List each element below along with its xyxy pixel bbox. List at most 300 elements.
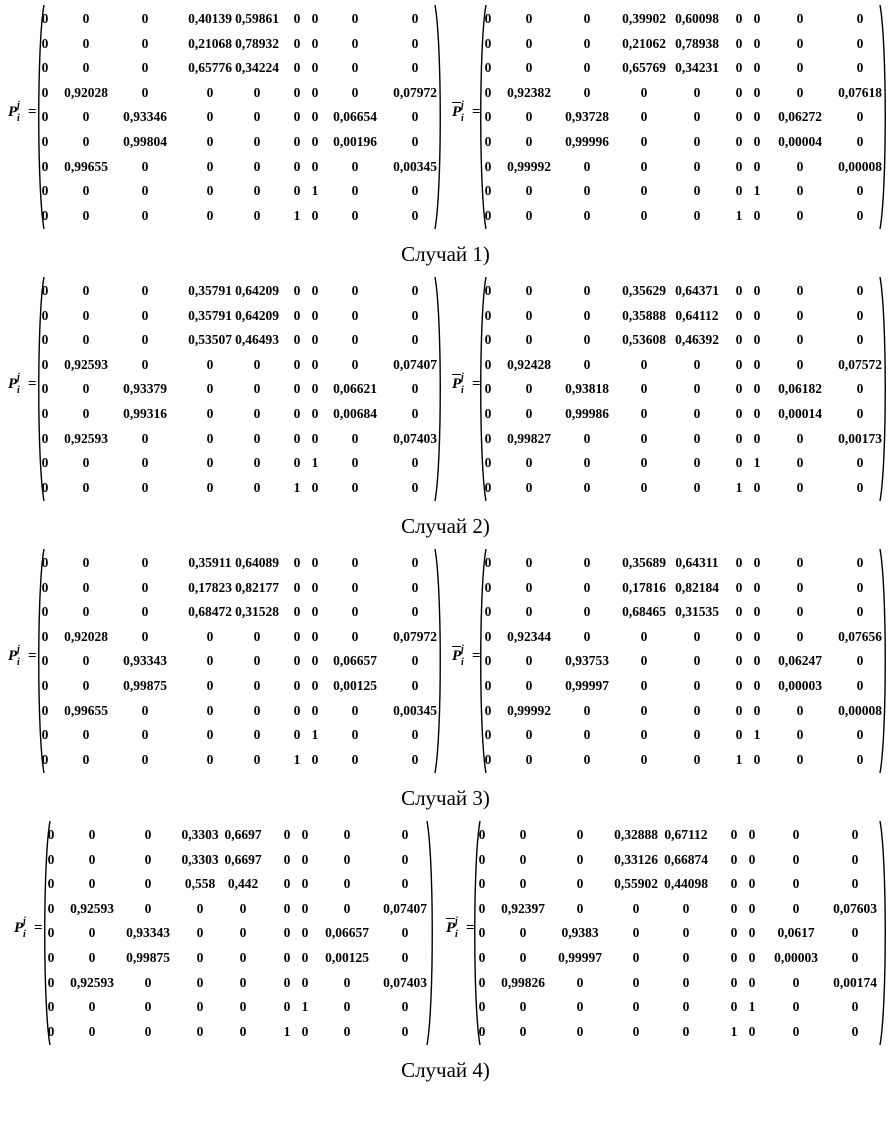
matrix-cell: 0	[525, 579, 533, 595]
matrix-cell: 0	[856, 283, 864, 298]
matrix-cell: 0	[411, 455, 419, 471]
matrix-cell: 0	[484, 356, 492, 372]
matrix-cell: 0	[196, 900, 204, 916]
matrix-cell: 0	[343, 900, 351, 916]
matrix-cell: 0	[239, 974, 247, 990]
matrix-cell: 0	[253, 406, 261, 421]
matrix-cell: 0	[730, 827, 738, 842]
matrix-cell: 0,33126	[614, 851, 658, 867]
matrix-cell: 0	[730, 950, 738, 965]
case-caption: Случай 3)	[401, 786, 490, 810]
matrix-cell: 0	[796, 283, 804, 298]
matrix-symbol: P	[8, 376, 18, 392]
matrix-cell: 0	[47, 950, 55, 965]
matrix-cell: 0	[311, 381, 319, 397]
matrix-cell: 0	[484, 455, 492, 471]
matrix-cell: 0	[411, 11, 419, 26]
matrix-cell: 0	[583, 356, 591, 372]
matrix-cell: 0	[253, 702, 261, 718]
matrix-cell: 0,66874	[664, 851, 708, 867]
matrix-cell: 0	[478, 974, 486, 990]
matrix-cell: 0,32888	[614, 827, 658, 842]
matrix-cell: 0	[748, 925, 756, 941]
matrix-cell: 0	[88, 1023, 96, 1039]
matrix-cell: 0,35689	[622, 555, 666, 570]
matrix-cell: 0	[753, 430, 761, 446]
matrix-cell: 0	[576, 876, 584, 892]
matrix-cell: 0	[748, 900, 756, 916]
superscript: j	[461, 372, 464, 383]
matrix-cell: 0	[753, 702, 761, 718]
matrix-cell: 0	[792, 1023, 800, 1039]
matrix-cell: 0	[351, 579, 359, 595]
matrix-cell: 0	[576, 900, 584, 916]
matrix-cell: 0	[640, 356, 648, 372]
matrix-cell: 0	[748, 851, 756, 867]
overline-bar	[452, 374, 461, 375]
matrix-cell: 0,35791	[188, 283, 232, 298]
matrix-cell: 0	[735, 455, 743, 471]
matrix-cell: 0	[253, 678, 261, 693]
matrix-cell: 0	[735, 628, 743, 644]
matrix-cell: 0	[41, 430, 49, 446]
matrix-cell: 0	[351, 604, 359, 620]
matrix-cell: 0	[753, 84, 761, 100]
matrix-symbol: P	[452, 104, 462, 120]
matrix-cell: 0	[753, 628, 761, 644]
matrix-cell: 0	[640, 381, 648, 397]
matrix-cell: 0	[206, 727, 214, 743]
matrix-cell: 0	[796, 307, 804, 323]
matrix-cell: 0	[293, 555, 301, 570]
matrix-cell: 0	[796, 207, 804, 223]
matrix-cell: 0	[82, 727, 90, 743]
matrix-cell: 0,64112	[675, 307, 719, 323]
matrix-cell: 0,07972	[393, 628, 437, 644]
matrix-cell: 0	[88, 827, 96, 842]
matrix-symbol: P	[452, 376, 462, 392]
matrix-cell: 0	[41, 406, 49, 421]
matrix-cell: 0	[141, 60, 149, 76]
matrix-cell: 0	[796, 35, 804, 51]
matrix-cell: 0	[141, 751, 149, 767]
matrix-cell: 0	[682, 900, 690, 916]
matrix-cell: 0	[293, 84, 301, 100]
matrix-cell: 0	[525, 332, 533, 348]
matrix-cell: 0	[144, 827, 152, 842]
matrix-cell: 0	[141, 479, 149, 495]
matrix-cell: 0,6697	[224, 827, 262, 842]
matrix-cell: 0	[856, 555, 864, 570]
matrix-cell: 0	[525, 283, 533, 298]
matrix-cell: 0	[519, 999, 527, 1015]
matrix-cell: 0,92028	[64, 84, 108, 100]
matrix-cell: 0	[525, 307, 533, 323]
case-caption: Случай 2)	[401, 514, 490, 538]
matrix-cell: 0	[41, 11, 49, 26]
matrix-cell: 0	[484, 158, 492, 174]
matrix-cell: 0	[682, 925, 690, 941]
matrix-cell: 0	[41, 555, 49, 570]
matrix-cell: 0	[735, 604, 743, 620]
matrix-cell: 0	[583, 751, 591, 767]
matrix-cell: 0	[796, 479, 804, 495]
matrix-cell: 0	[484, 84, 492, 100]
matrix-cell: 0	[253, 207, 261, 223]
matrix-cell: 0	[856, 134, 864, 149]
matrix-cell: 0	[239, 1023, 247, 1039]
matrix-cell: 0	[735, 183, 743, 199]
matrix-cell: 0	[144, 851, 152, 867]
matrix-cell: 0	[253, 430, 261, 446]
matrix-cell: 0	[640, 678, 648, 693]
matrix-cell: 0	[41, 604, 49, 620]
matrix-cell: 0,92397	[501, 900, 545, 916]
matrix-cell: 0	[144, 1023, 152, 1039]
right-parenthesis	[879, 276, 888, 502]
matrix-cell: 0	[401, 1023, 409, 1039]
matrix-cell: 0	[525, 455, 533, 471]
matrix-cell: 0	[293, 134, 301, 149]
matrix-cell: 0	[583, 11, 591, 26]
overline-bar	[452, 102, 461, 103]
matrix-cell: 0	[351, 307, 359, 323]
matrix-cell: 0	[851, 1023, 859, 1039]
matrix-cell: 0	[693, 356, 701, 372]
matrix-cell: 0	[351, 455, 359, 471]
matrix-cell: 0	[856, 579, 864, 595]
matrix-cell: 0	[583, 60, 591, 76]
matrix-cell: 0	[311, 11, 319, 26]
matrix-cell: 0	[693, 702, 701, 718]
matrix-cell: 0	[640, 207, 648, 223]
matrix-cell: 0	[82, 183, 90, 199]
matrix-cell: 0	[253, 727, 261, 743]
matrix-cell: 0	[351, 332, 359, 348]
matrix-cell: 0	[41, 207, 49, 223]
matrix-cell: 0	[88, 925, 96, 941]
matrix-cell: 1	[293, 479, 301, 495]
matrix-cell: 0	[141, 84, 149, 100]
matrix-cell: 0	[851, 950, 859, 965]
matrix-cell: 0	[311, 702, 319, 718]
matrix-cell: 0,17823	[188, 579, 232, 595]
matrix-p-bar	[0, 816, 891, 1050]
matrix-cell: 0	[478, 851, 486, 867]
matrix-p-bar	[0, 0, 891, 234]
matrix-cell: 0	[82, 579, 90, 595]
matrix-cell: 0,34231	[675, 60, 719, 76]
matrix-cell: 0	[796, 628, 804, 644]
superscript: j	[17, 100, 20, 111]
matrix-cell: 0	[311, 84, 319, 100]
matrix-cell: 0	[693, 430, 701, 446]
matrix-cell: 0	[88, 999, 96, 1015]
matrix-cell: 0,06272	[778, 109, 822, 125]
matrix-cell: 0	[206, 158, 214, 174]
superscript: j	[17, 372, 20, 383]
matrix-cell: 0	[253, 628, 261, 644]
matrix-cell: 0	[484, 678, 492, 693]
matrix-cell: 0,35791	[188, 307, 232, 323]
matrix-cell: 0	[293, 158, 301, 174]
matrix-cell: 0,64209	[235, 283, 279, 298]
matrix-cell: 0	[640, 479, 648, 495]
matrix-cell: 0	[525, 653, 533, 669]
matrix-cell: 0	[82, 60, 90, 76]
matrix-cell: 0	[748, 827, 756, 842]
matrix-cell: 0	[311, 207, 319, 223]
matrix-cell: 0,31528	[235, 604, 279, 620]
matrix-cell: 0	[239, 925, 247, 941]
matrix-cell: 0	[796, 11, 804, 26]
matrix-cell: 0	[41, 653, 49, 669]
matrix-cell: 0	[411, 604, 419, 620]
matrix-cell: 0	[632, 974, 640, 990]
matrix-cell: 1	[735, 751, 743, 767]
matrix-cell: 0	[82, 653, 90, 669]
matrix-cell: 0	[301, 950, 309, 965]
matrix-cell: 0	[583, 183, 591, 199]
matrix-cell: 0,99655	[64, 702, 108, 718]
matrix-cell: 0	[735, 158, 743, 174]
matrix-cell: 0	[47, 999, 55, 1015]
matrix-cell: 0,06657	[325, 925, 369, 941]
matrix-cell: 0	[311, 109, 319, 125]
matrix-cell: 0	[41, 702, 49, 718]
matrix-cell: 0	[239, 950, 247, 965]
matrix-cell: 0	[47, 827, 55, 842]
matrix-cell: 0	[301, 925, 309, 941]
matrix-cell: 0	[796, 356, 804, 372]
matrix-cell: 0,00345	[393, 702, 437, 718]
matrix-cell: 1	[301, 999, 309, 1015]
matrix-cell: 0	[144, 900, 152, 916]
matrix-cell: 0,64209	[235, 307, 279, 323]
matrix-cell: 0	[792, 974, 800, 990]
matrix-cell: 0	[640, 158, 648, 174]
matrix-cell: 1	[730, 1023, 738, 1039]
matrix-cell: 0	[484, 430, 492, 446]
matrix-cell: 0	[253, 455, 261, 471]
matrix-cell: 0	[856, 332, 864, 348]
matrix-cell: 0,06247	[778, 653, 822, 669]
matrix-cell: 0,21062	[622, 35, 666, 51]
matrix-cell: 0	[141, 356, 149, 372]
matrix-cell: 0	[293, 628, 301, 644]
matrix-cell: 0,99996	[565, 134, 609, 149]
matrix-cell: 0	[856, 653, 864, 669]
matrix-cell: 0	[206, 751, 214, 767]
matrix-cell: 0	[583, 579, 591, 595]
matrix-cell: 0	[82, 134, 90, 149]
matrix-cell: 0	[796, 455, 804, 471]
matrix-cell: 0	[753, 11, 761, 26]
matrix-cell: 0	[640, 455, 648, 471]
matrix-cell: 0	[583, 35, 591, 51]
matrix-cell: 0,99875	[126, 950, 170, 965]
matrix-cell: 0	[753, 751, 761, 767]
matrix-cell: 0	[196, 1023, 204, 1039]
matrix-cell: 0	[735, 134, 743, 149]
matrix-cell: 0	[484, 628, 492, 644]
matrix-cell: 0	[88, 876, 96, 892]
matrix-cell: 1	[311, 183, 319, 199]
matrix-cell: 0	[411, 183, 419, 199]
matrix-cell: 0	[293, 11, 301, 26]
matrix-cell: 0	[693, 183, 701, 199]
matrix-cell: 0,07572	[838, 356, 882, 372]
matrix-cell: 0	[856, 678, 864, 693]
matrix-cell: 0	[735, 11, 743, 26]
matrix-cell: 0	[525, 60, 533, 76]
matrix-cell: 0	[753, 653, 761, 669]
matrix-cell: 0	[640, 406, 648, 421]
matrix-cell: 0,06657	[333, 653, 377, 669]
matrix-cell: 0	[693, 479, 701, 495]
matrix-cell: 0	[253, 109, 261, 125]
matrix-cell: 0	[206, 207, 214, 223]
matrix-cell: 0	[735, 406, 743, 421]
matrix-cell: 0	[583, 84, 591, 100]
subscript: i	[461, 385, 464, 396]
matrix-cell: 0,64089	[235, 555, 279, 570]
matrix-cell: 0	[311, 430, 319, 446]
matrix-cell: 0	[41, 727, 49, 743]
matrix-cell: 0	[792, 851, 800, 867]
matrix-cell: 0	[311, 479, 319, 495]
matrix-cell: 0	[293, 356, 301, 372]
matrix-cell: 0	[141, 555, 149, 570]
matrix-cell: 0	[519, 1023, 527, 1039]
matrix-cell: 0	[351, 84, 359, 100]
matrix-cell: 0	[47, 1023, 55, 1039]
matrix-cell: 0	[856, 60, 864, 76]
matrix-cell: 0	[293, 678, 301, 693]
matrix-cell: 0	[796, 727, 804, 743]
matrix-cell: 0	[856, 109, 864, 125]
matrix-cell: 0	[351, 702, 359, 718]
matrix-cell: 0	[411, 479, 419, 495]
matrix-cell: 0	[753, 579, 761, 595]
matrix-cell: 0	[632, 950, 640, 965]
matrix-cell: 0	[525, 479, 533, 495]
matrix-cell: 0	[632, 925, 640, 941]
matrix-cell: 1	[293, 207, 301, 223]
case-caption: Случай 1)	[401, 242, 490, 266]
matrix-cell: 0,07656	[838, 628, 882, 644]
matrix-cell: 0	[283, 974, 291, 990]
matrix-cell: 0	[576, 851, 584, 867]
matrix-cell: 0	[206, 84, 214, 100]
right-parenthesis	[879, 820, 888, 1046]
equals-sign: =	[28, 376, 37, 392]
equals-sign: =	[28, 648, 37, 664]
matrix-cell: 0	[82, 35, 90, 51]
matrix-cell: 0	[41, 751, 49, 767]
matrix-cell: 0,07403	[383, 974, 427, 990]
matrix-cell: 0	[253, 158, 261, 174]
matrix-cell: 0	[311, 406, 319, 421]
matrix-cell: 0	[41, 628, 49, 644]
matrix-cell: 0	[478, 950, 486, 965]
matrix-cell: 0	[311, 307, 319, 323]
matrix-cell: 0,99997	[565, 678, 609, 693]
matrix-cell: 0,44098	[664, 876, 708, 892]
matrix-cell: 0	[82, 283, 90, 298]
matrix-cell: 0	[484, 381, 492, 397]
matrix-cell: 0	[856, 727, 864, 743]
matrix-cell: 0,92593	[64, 356, 108, 372]
matrix-cell: 0	[311, 628, 319, 644]
matrix-cell: 0	[343, 1023, 351, 1039]
matrix-cell: 0	[401, 876, 409, 892]
matrix-cell: 0	[311, 579, 319, 595]
superscript: j	[17, 644, 20, 655]
matrix-cell: 0	[283, 851, 291, 867]
matrix-cell: 0	[583, 455, 591, 471]
matrix-cell: 0	[753, 406, 761, 421]
matrix-cell: 0	[583, 332, 591, 348]
matrix-cell: 0	[730, 900, 738, 916]
matrix-cell: 0	[796, 84, 804, 100]
matrix-cell: 0	[206, 479, 214, 495]
matrix-cell: 0	[41, 134, 49, 149]
matrix-cell: 0	[525, 207, 533, 223]
matrix-cell: 0	[88, 950, 96, 965]
matrix-cell: 0	[735, 727, 743, 743]
matrix-cell: 0,07407	[383, 900, 427, 916]
matrix-cell: 0	[41, 283, 49, 298]
matrix-cell: 0	[640, 183, 648, 199]
matrix-cell: 0	[293, 283, 301, 298]
matrix-cell: 0	[478, 876, 486, 892]
matrix-cell: 0,60098	[675, 11, 719, 26]
matrix-cell: 0	[693, 751, 701, 767]
matrix-cell: 0	[519, 827, 527, 842]
matrix-cell: 0	[41, 183, 49, 199]
matrix-cell: 0	[283, 827, 291, 842]
matrix-cell: 0	[753, 332, 761, 348]
matrix-cell: 0	[253, 653, 261, 669]
matrix-cell: 0	[311, 604, 319, 620]
matrix-cell: 0	[693, 109, 701, 125]
matrix-cell: 0	[351, 158, 359, 174]
superscript: j	[461, 644, 464, 655]
matrix-cell: 0	[525, 678, 533, 693]
matrix-cell: 0	[253, 356, 261, 372]
matrix-cell: 0	[484, 134, 492, 149]
matrix-cell: 0	[141, 702, 149, 718]
matrix-symbol: P	[452, 648, 462, 664]
matrix-cell: 0	[343, 999, 351, 1015]
matrix-cell: 0,92593	[64, 430, 108, 446]
matrix-cell: 0	[748, 974, 756, 990]
matrix-cell: 0,99827	[507, 430, 551, 446]
matrix-p-bar	[0, 544, 891, 778]
matrix-cell: 0	[293, 109, 301, 125]
matrix-cell: 0	[525, 555, 533, 570]
matrix-cell: 0	[82, 406, 90, 421]
matrix-cell: 0	[735, 555, 743, 570]
matrix-cell: 0,99992	[507, 158, 551, 174]
matrix-cell: 0	[206, 356, 214, 372]
matrix-cell: 0	[753, 678, 761, 693]
matrix-cell: 0	[41, 381, 49, 397]
matrix-cell: 0	[484, 332, 492, 348]
matrix-cell: 0	[576, 1023, 584, 1039]
matrix-cell: 0	[196, 999, 204, 1015]
